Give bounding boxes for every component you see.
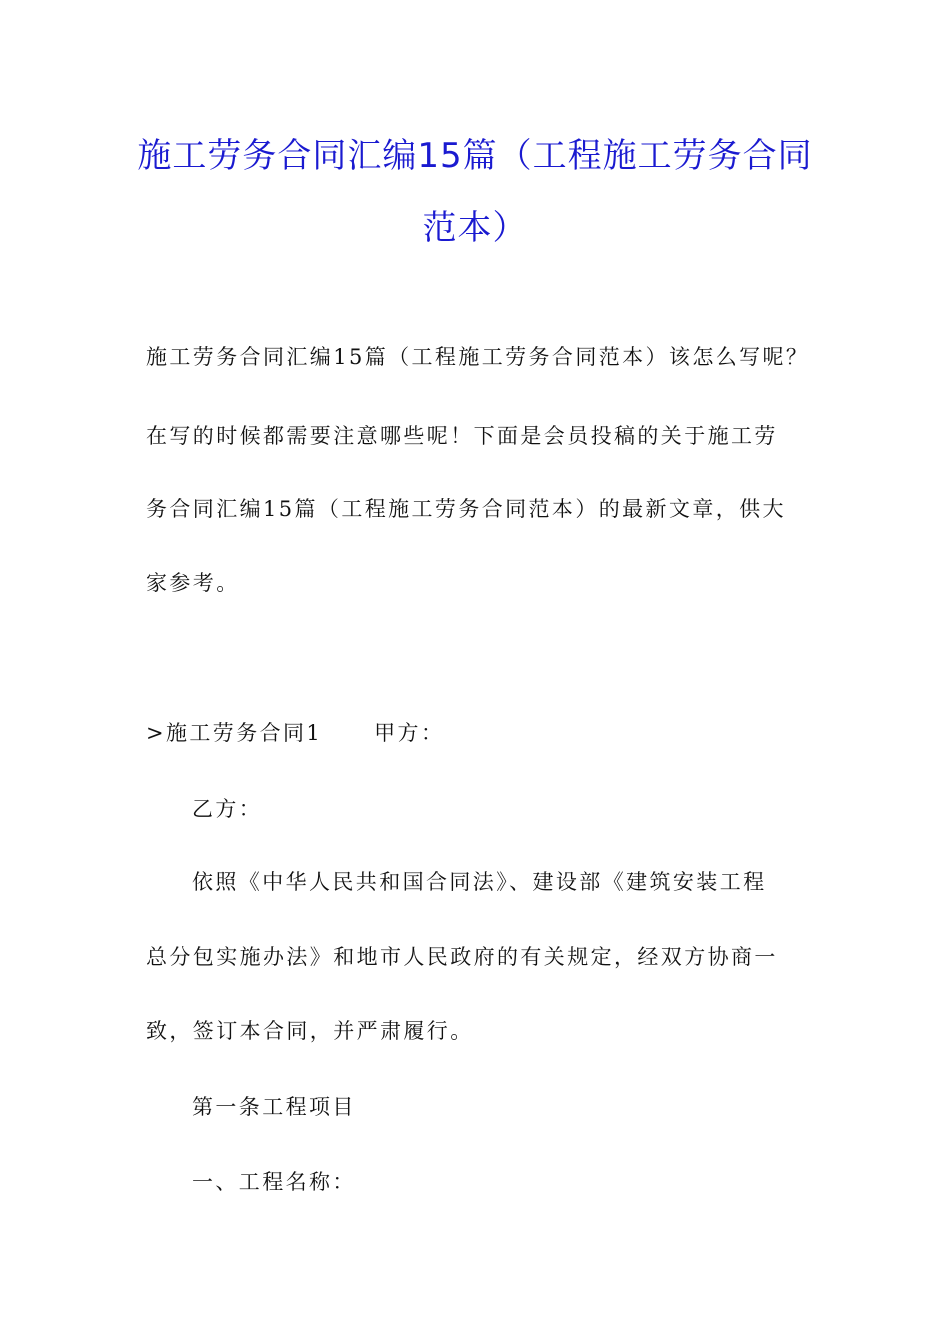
- party-b-label: 乙方：: [192, 797, 263, 821]
- body-line-1: 依照《中华人民共和国合同法》、建设部《建筑安装工程: [192, 870, 767, 894]
- item-project-name: 一、工程名称：: [192, 1170, 356, 1194]
- intro-line-1: 施工劳务合同汇编15篇（工程施工劳务合同范本）该怎么写呢？: [146, 345, 810, 369]
- body-line-2: 总分包实施办法》和地市人民政府的有关规定，经双方协商一: [146, 945, 778, 969]
- article-heading: 第一条工程项目: [192, 1095, 356, 1119]
- body-line-3: 致，签订本合同，并严肃履行。: [146, 1019, 474, 1043]
- intro-line-3: 务合同汇编15篇（工程施工劳务合同范本）的最新文章，供大: [146, 497, 786, 521]
- section-heading-row: [146, 718, 826, 748]
- intro-line-4: 家参考。: [146, 571, 240, 595]
- party-a-label: 甲方：: [374, 721, 445, 745]
- document-title: 施工劳务合同汇编15篇（工程施工劳务合同范本）: [137, 136, 813, 248]
- intro-line-2: 在写的时候都需要注意哪些呢！下面是会员投稿的关于施工劳: [146, 424, 778, 448]
- section-heading: >施工劳务合同1: [146, 721, 323, 745]
